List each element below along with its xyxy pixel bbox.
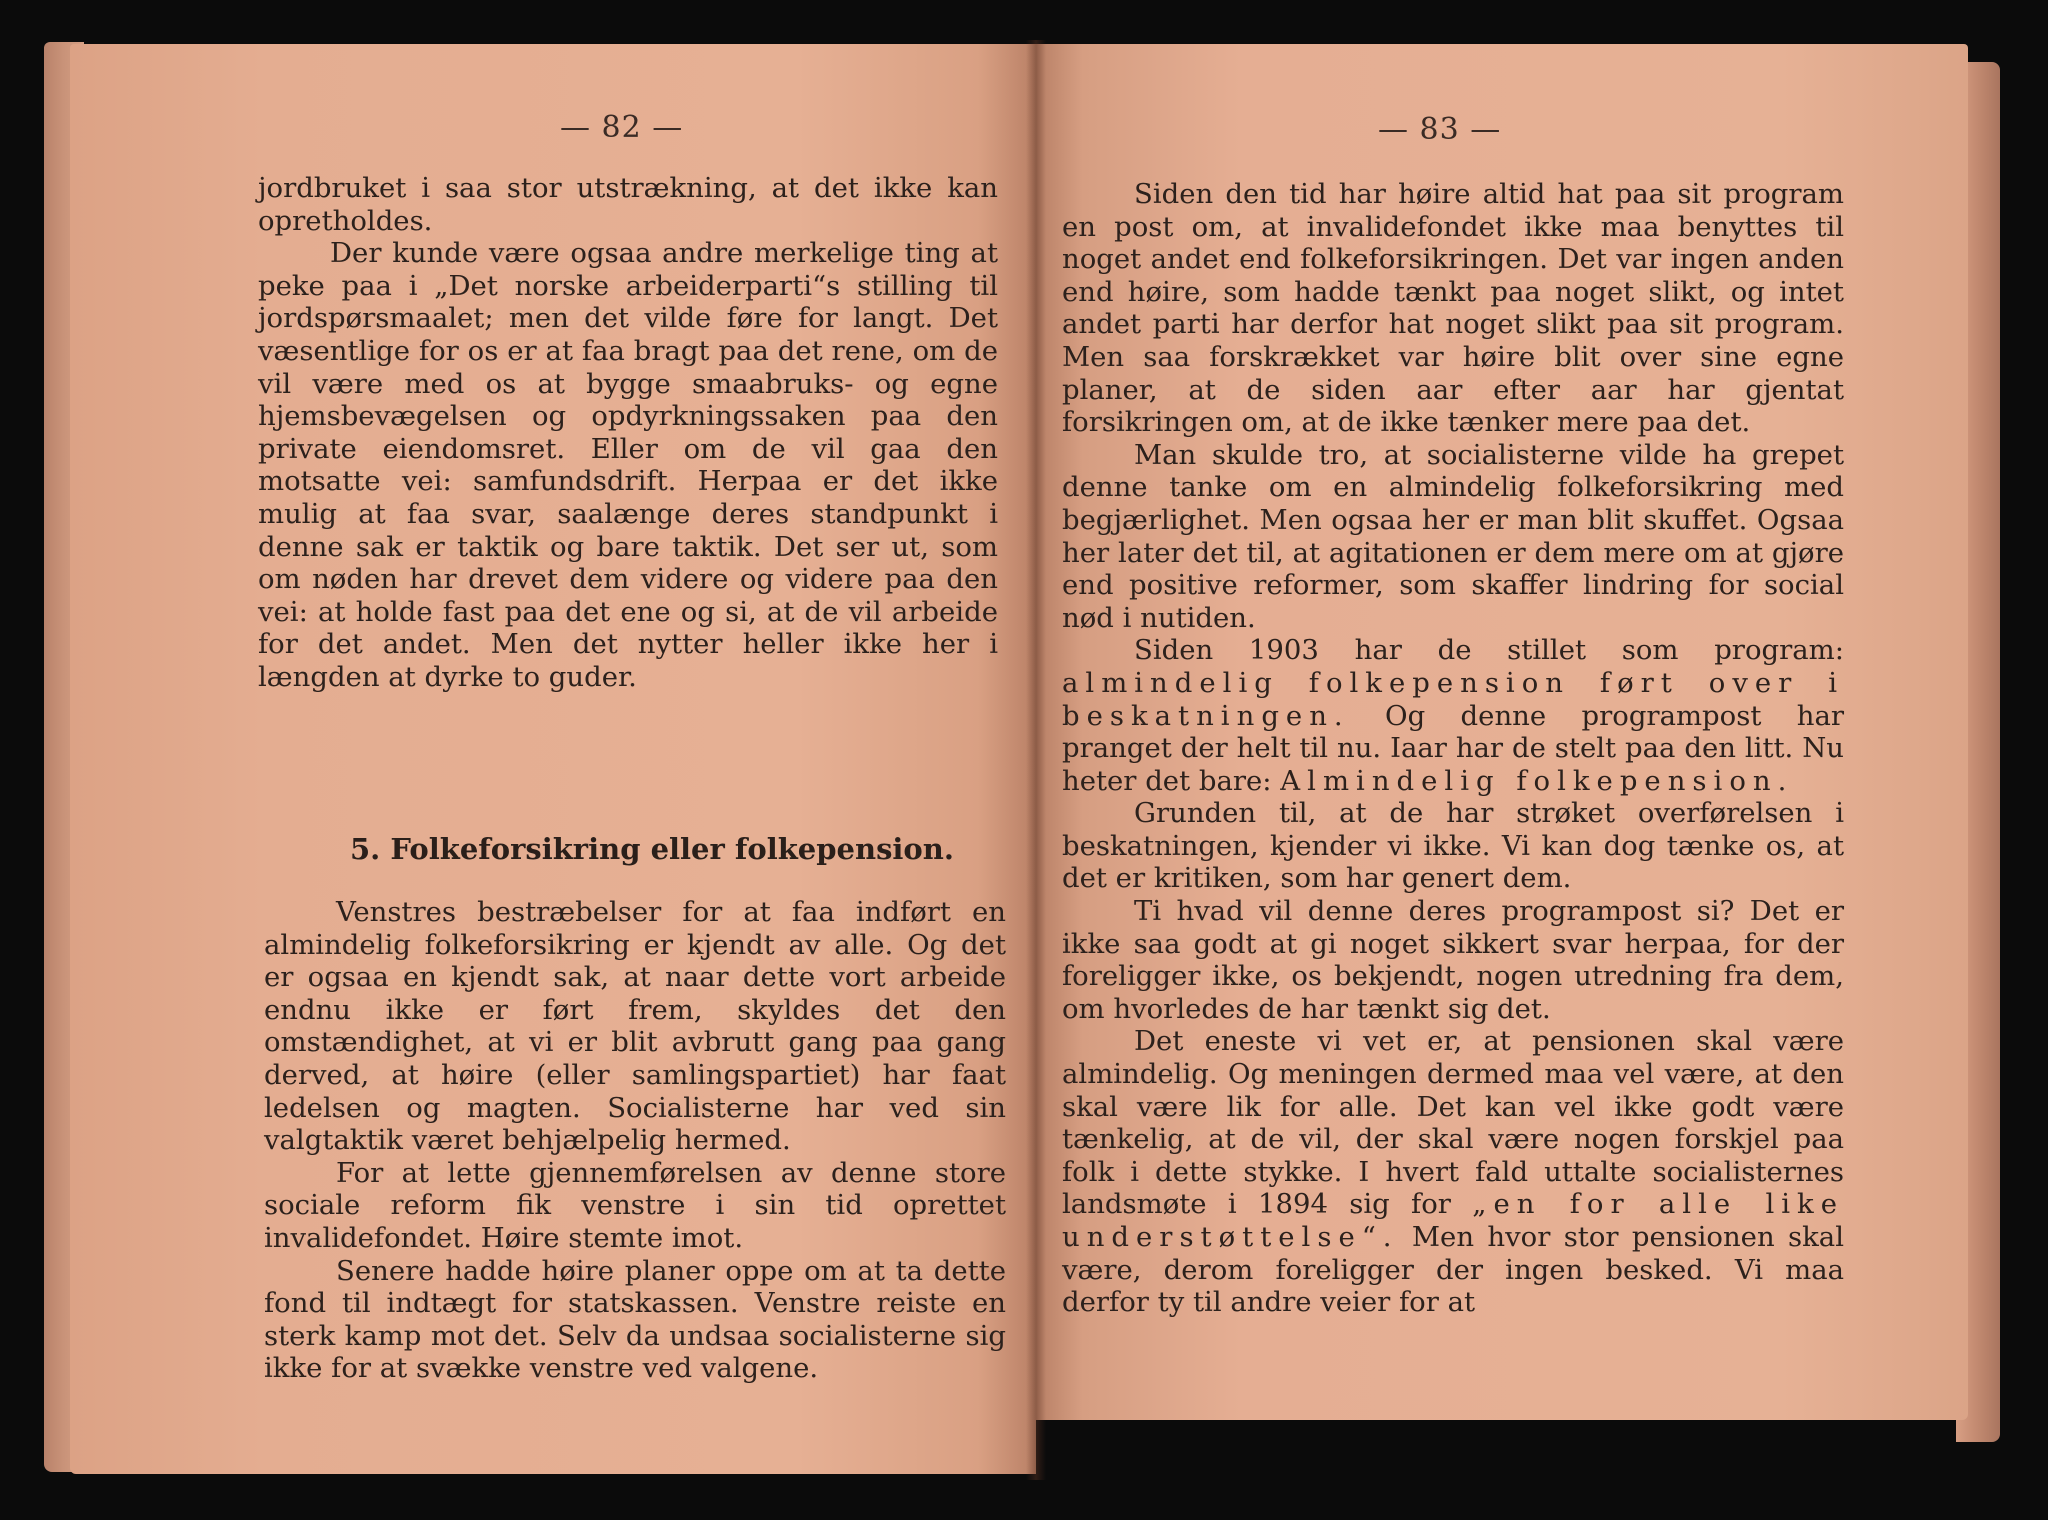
paragraph — [1062, 1025, 1844, 1318]
paragraph: Senere hadde høire planer oppe om at ta dette fond til indtægt for statskassen. Venstre reiste en sterk kamp mot det. Selv da undsaa socialisterne sig ikke for at svække venstre ved valgene. — [264, 1254, 1006, 1385]
left-page — [70, 44, 1036, 1474]
paragraph: Der kunde være ogsaa andre merkelige ting at peke paa i „Det norske arbeiderparti“s stilling til jordspørsmaalet; men det vilde føre for langt. Det væsentlige for os er at faa bragt paa det rene, om de vil være med os at bygge smaabruks- og egne hjemsbevægelsen og opdyrkningssaken paa den private eiendomsret. Eller om de vil gaa den motsatte vei: samfundsdrift. Herpaa er det ikke mulig at faa svar, saalænge deres standpunkt i denne sak er taktik og bare taktik. Det ser ut, som om nøden har drevet dem videre og videre paa den vei: at holde fast paa det ene og si, at de vil arbeide for det andet. Men det nytter heller ikke her i længden at dyrke to guder. — [258, 237, 998, 693]
paragraph: Man skulde tro, at socialisterne vilde ha grepet denne tanke om en almindelig folkeforsikring med begjærlighet. Men ogsaa her er man blit skuffet. Ogsaa her later det til, at agitationen er dem mere om at gjøre end positive reformer, som skaffer lindring for social nød i nutiden. — [1062, 438, 1844, 634]
book-gutter — [1026, 40, 1046, 1480]
paragraph: Ti hvad vil denne deres programpost si? Det er ikke saa godt at gi noget sikkert svar herpaa, for der foreligger ikke, os bekjendt, nogen utredning fra dem, om hvorledes de har tænkt sig det. — [1062, 895, 1844, 1025]
text-run: Men hvor stor pensionen skal være, derom foreligger der ingen besked. Vi maa derfor ty til andre veier for at — [1062, 1221, 1844, 1319]
paragraph: Siden den tid har høire altid hat paa sit program en post om, at invalidefondet ikke maa benyttes til noget andet end folkeforsikringen. Det var ingen anden end høire, som hadde tænkt paa noget slikt, og intet andet parti har derfor hat noget slikt paa sit program. Men saa forskrækket var høire blit over sine egne planer, at de siden aar efter aar har gjentat forsikringen om, at de ikke tænker mere paa det. — [1062, 178, 1844, 439]
right-page — [1036, 44, 1968, 1420]
spaced-emphasis: Almindelig folkepension. — [1280, 764, 1794, 797]
paragraph: jordbruket i saa stor utstrækning, at det ikke kan opretholdes. — [258, 172, 998, 237]
paragraph: Venstres bestræbelser for at faa indført en almindelig folkeforsikring er kjendt av alle. Og det er ogsaa en kjendt sak, at naar dette vort arbeide endnu ikke er ført frem, skyldes det den omstændighet, at vi er blit avbrutt gang paa gang derved, at høire (eller samlingspartiet) har faat ledelsen og magten. Socialisterne har ved sin valgtaktik været behjælpelig hermed. — [264, 896, 1006, 1157]
right-text — [1062, 178, 1844, 1319]
spaced-emphasis: „en for alle like understøttelse“. — [1062, 1188, 1844, 1253]
paragraph: Grunden til, at de har strøket overførelsen i beskatningen, kjender vi ikke. Vi kan dog tænke os, at det er kritiken, som har genert dem. — [1062, 797, 1844, 895]
page-number-83: — 83 — — [1378, 112, 1502, 147]
spaced-emphasis: almindelig folkepension ført over i beskatningen. — [1062, 666, 1844, 732]
text-run: Siden 1903 har de stillet som program: — [1134, 634, 1844, 667]
section-heading: 5. Folkeforsikring eller folkepension. — [350, 832, 954, 866]
text-run: Det eneste vi vet er, at pensionen skal være almindelig. Og meningen dermed maa vel være, at den skal være lik for alle. Det kan vel ikke godt være tænkelig, at de vil, der skal være nogen forskjel paa folk i dette stykke. I hvert fald uttalte socialisternes landsmøte i 1894 sig for — [1062, 1025, 1844, 1221]
left-text-bottom — [264, 896, 1006, 1385]
paragraph: For at lette gjennemførelsen av denne store sociale reform fik venstre i sin tid oprettet invalidefondet. Høire stemte imot. — [264, 1156, 1006, 1254]
left-text-top — [258, 172, 998, 694]
paragraph — [1062, 634, 1844, 797]
page-number-82: — 82 — — [560, 110, 684, 145]
text-run: Og denne programpost har pranget der helt til nu. Iaar har de stelt paa den litt. Nu heter det bare: — [1062, 699, 1844, 797]
